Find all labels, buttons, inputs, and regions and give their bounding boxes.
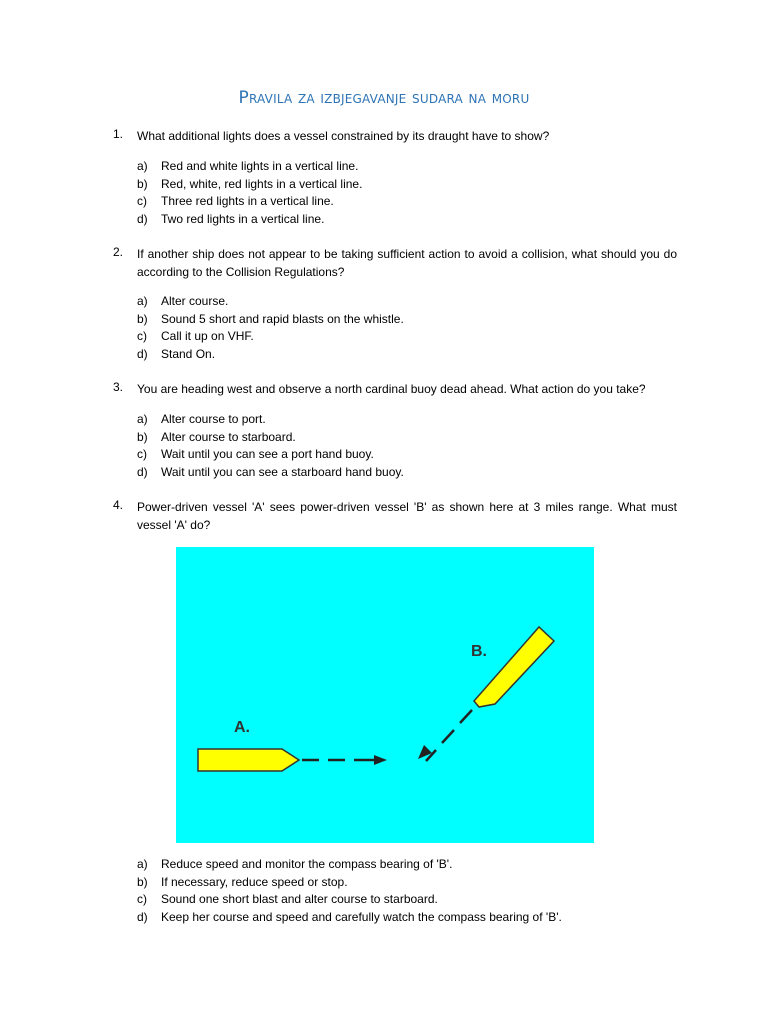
- option-3b: b) Alter course to starboard.: [137, 429, 296, 444]
- vessel-diagram-svg: [176, 547, 594, 843]
- option-3d: d) Wait until you can see a starboard hand buoy.: [137, 464, 404, 479]
- question-3-options: [137, 411, 404, 481]
- question-4-options: [137, 856, 562, 926]
- question-1-number: 1.: [113, 127, 124, 141]
- question-4-text: Power-driven vessel 'A' sees power-driven vessel 'B' as shown here at 3 miles range. What must vessel 'A' do?: [137, 500, 677, 532]
- option-3a: a) Alter course to port.: [137, 412, 266, 426]
- question-3-text: You are heading west and observe a north cardinal buoy dead ahead. What action do you take?: [137, 382, 646, 396]
- question-2-text: If another ship does not appear to be taking sufficient action to avoid a collision, what should you do according to the Collision Regulations?: [137, 247, 677, 279]
- vessel-a-label: A.: [234, 719, 250, 736]
- vessel-a: [198, 749, 299, 771]
- option-2b: b) Sound 5 short and rapid blasts on the whistle.: [137, 311, 404, 326]
- vessel-diagram: [176, 547, 594, 843]
- option-2d: d) Stand On.: [137, 346, 216, 361]
- option-3c: c) Wait until you can see a port hand buoy.: [137, 447, 374, 461]
- option-4a: a) Reduce speed and monitor the compass bearing of 'B'.: [137, 857, 453, 871]
- option-2a: a) Alter course.: [137, 294, 229, 308]
- option-1b: b) Red, white, red lights in a vertical line.: [137, 176, 363, 191]
- option-4b: b) If necessary, reduce speed or stop.: [137, 874, 348, 889]
- question-1-options: [137, 158, 362, 228]
- question-4-number: 4.: [113, 498, 124, 512]
- vessel-b-label: B.: [471, 643, 487, 660]
- option-1a: a) Red and white lights in a vertical line.: [137, 159, 359, 173]
- option-1d: d) Two red lights in a vertical line.: [137, 211, 325, 226]
- question-2-options: [137, 293, 404, 363]
- option-2c: c) Call it up on VHF.: [137, 329, 254, 343]
- question-1-text: What additional lights does a vessel constrained by its draught have to show?: [137, 129, 550, 143]
- option-4d: d) Keep her course and speed and carefully watch the compass bearing of 'B'.: [137, 909, 562, 924]
- question-3-number: 3.: [113, 380, 124, 394]
- vessel-b: [474, 627, 554, 707]
- page-title: Pravila za izbjegavanje sudara na moru: [238, 88, 530, 108]
- vessel-a-arrowhead: [374, 755, 387, 765]
- question-2-number: 2.: [113, 245, 124, 259]
- option-4c: c) Sound one short blast and alter course to starboard.: [137, 892, 438, 906]
- vessel-b-course-arrow: [426, 710, 472, 761]
- option-1c: c) Three red lights in a vertical line.: [137, 194, 334, 208]
